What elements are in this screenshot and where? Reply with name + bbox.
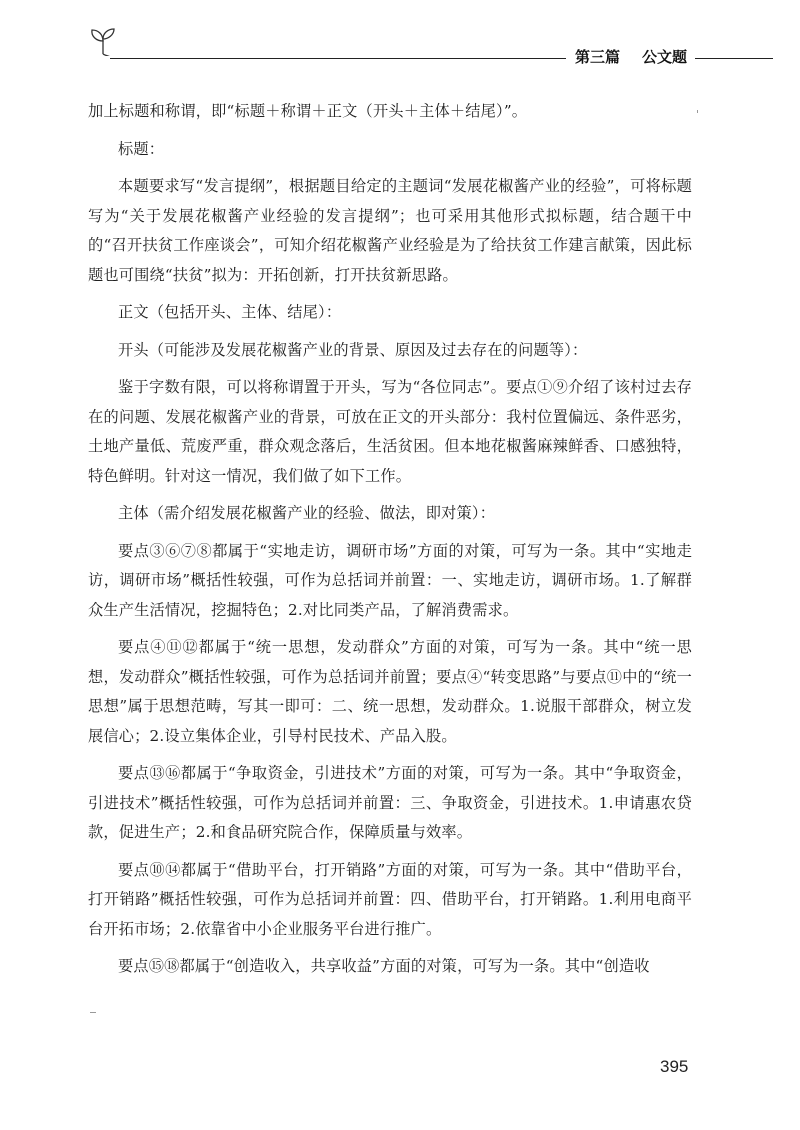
paragraph-intro: 加上标题和称谓，即“标题＋称谓＋正文（开头＋主体＋结尾）”。 bbox=[88, 102, 528, 120]
paragraph-title-explanation: 本题要求写“发言提纲”，根据题目给定的主题词“发展花椒酱产业的经验”，可将标题写为“关于发展花椒酱产业经验的发言提纲”；也可采用其他形式拟标题，结合题干中的“召开扶贫工作座谈会”，可知介绍花椒酱产业经验是为了给扶贫工作建言献策，因此标题也可围绕“扶贫”拟为：开拓创新，打开扶贫新思路。 bbox=[88, 177, 692, 284]
scan-speck bbox=[697, 110, 698, 113]
header-chapter-label: 公文题 bbox=[642, 48, 688, 66]
scan-speck bbox=[90, 1012, 96, 1013]
header-rule-tail bbox=[695, 58, 773, 59]
paragraph-body-heading: 正文（包括开头、主体、结尾）： bbox=[118, 303, 342, 321]
header-section-label: 第三篇 bbox=[575, 48, 621, 66]
paragraph-point-three: 要点⑬⑯都属于“争取资金，引进技术”方面的对策，可写为一条。其中“争取资金，引进技术”概括性较强，可作为总括词并前置：三、争取资金，引进技术。1.申请惠农贷款，促进生产；2.和食品研究院合作，保障质量与效率。 bbox=[88, 764, 692, 841]
page-number: 395 bbox=[660, 1057, 689, 1076]
paragraph-point-four: 要点⑩⑭都属于“借助平台，打开销路”方面的对策，可写为一条。其中“借助平台，打开销路”概括性较强，可作为总括词并前置：四、借助平台，打开销路。1.利用电商平台开拓市场；2.依靠省中小企业服务平台进行推广。 bbox=[88, 860, 692, 938]
paragraph-point-one: 要点③⑥⑦⑧都属于“实地走访，调研市场”方面的对策，可写为一条。其中“实地走访，调研市场”概括性较强，可作为总括词并前置：一、实地走访，调研市场。1.了解群众生产生活情况，挖掘特色；2.对比同类产品，了解消费需求。 bbox=[88, 541, 692, 619]
paragraph-title-heading: 标题： bbox=[118, 139, 165, 158]
header-rule bbox=[110, 58, 566, 59]
paragraph-point-two: 要点④⑪⑫都属于“统一思想，发动群众”方面的对策，可写为一条。其中“统一思想，发动群众”概括性较强，可作为总括词并前置；要点④“转变思路”与要点⑪中的“统一思想”属于思想范畴，写其一即可：二、统一思想，发动群众。1.说服干部群众，树立发展信心；2.设立集体企业，引导村民技术、产品入股。 bbox=[88, 638, 692, 745]
page-header bbox=[0, 0, 800, 75]
leaf-sprout-icon bbox=[86, 26, 120, 56]
paragraph-main-heading: 主体（需介绍发展花椒酱产业的经验、做法，即对策）： bbox=[118, 504, 496, 522]
paragraph-opening-content: 鉴于字数有限，可以将称谓置于开头，写为“各位同志”。要点①⑨介绍了该村过去存在的问题、发展花椒酱产业的背景，可放在正文的开头部分：我村位置偏远、条件恶劣，土地产量低、荒废严重，群众观念落后，生活贫困。但本地花椒酱麻辣鲜香、口感独特，特色鲜明。针对这一情况，我们做了如下工作。 bbox=[88, 378, 692, 485]
paragraph-point-five: 要点⑮⑱都属于“创造收入，共享收益”方面的对策，可写为一条。其中“创造收 bbox=[118, 957, 650, 975]
paragraph-opening-heading: 开头（可能涉及发展花椒酱产业的背景、原因及过去存在的问题等）： bbox=[118, 340, 588, 359]
document-body bbox=[88, 97, 692, 990]
